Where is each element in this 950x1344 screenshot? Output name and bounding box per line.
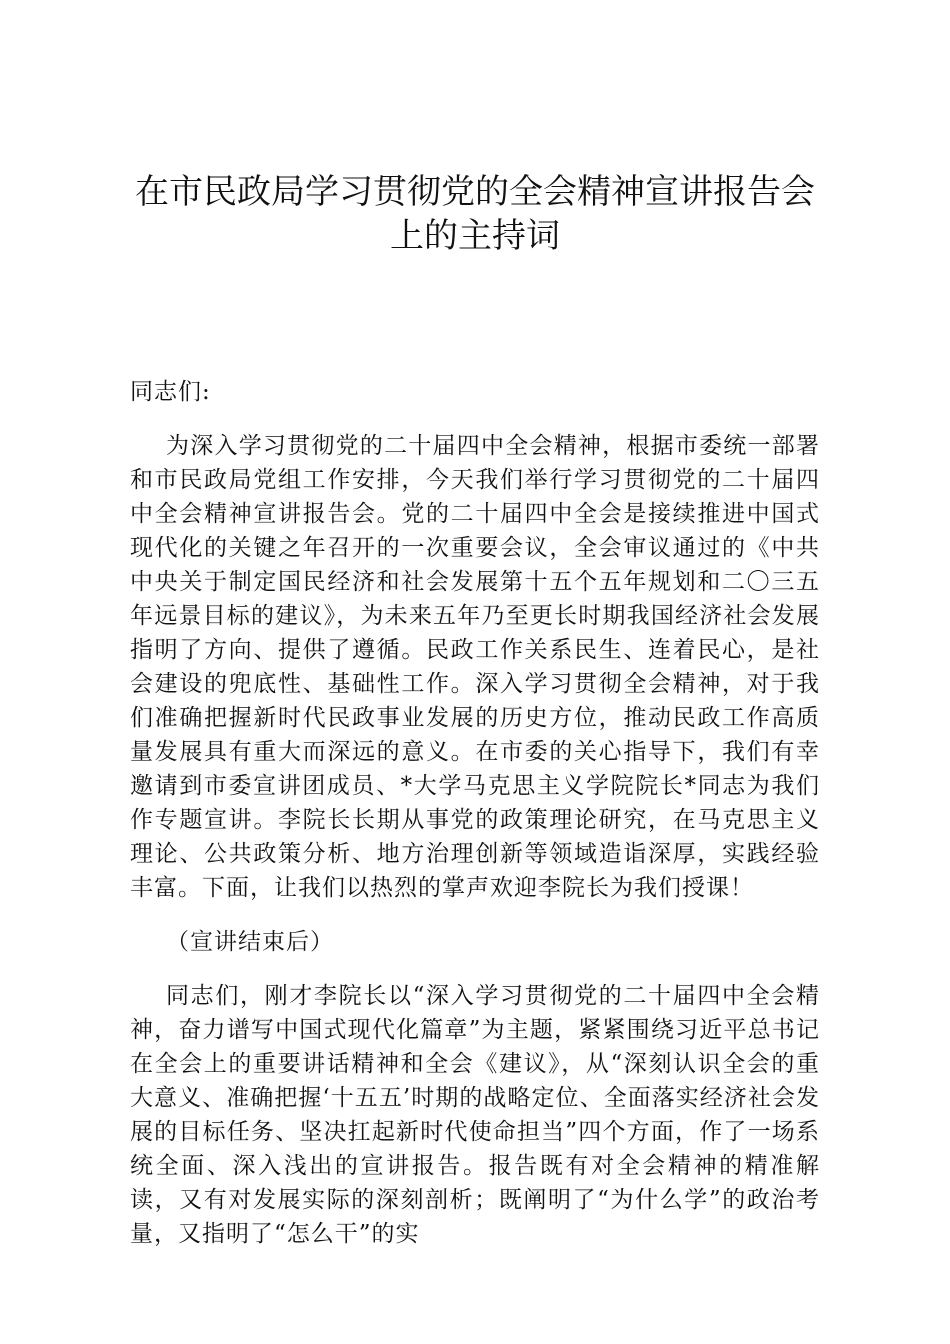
document-body — [130, 375, 820, 1271]
title-line-2: 上的主持词 — [390, 216, 560, 256]
stage-note: （宣讲结束后） — [166, 929, 334, 955]
salutation: 同志们: — [130, 379, 211, 405]
title-line-1: 在市民政局学习贯彻党的全会精神宣讲报告会 — [135, 172, 815, 212]
opening-paragraph: 为深入学习贯彻党的二十届四中全会精神，根据市委统一部署和市民政局党组工作安排，今天我们举行学习贯彻党的二十届四中全会精神宣讲报告会。党的二十届四中全会是接续推进中国式现代化的关键之年召开的一次重要会议，全会审议通过的《中共中央关于制定国民经济和社会发展第十五个五年规划和二〇三五年远景目标的建议》，为未来五年乃至更长时期我国经济社会发展指明了方向、提供了遵循。民政工作关系民生、连着民心，是社会建设的兜底性、基础性工作。深入学习贯彻全会精神，对于我们准确把握新时代民政事业发展的历史方位，推动民政工作高质量发展具有重大而深远的意义。在市委的关心指导下，我们有幸邀请到市委宣讲团成员、*大学马克思主义学院院长*同志为我们作专题宣讲。李院长长期从事党的政策理论研究，在马克思主义理论、公共政策分析、地方治理创新等领域造诣深厚，实践经验丰富。下面，让我们以热烈的掌声欢迎李院长为我们授课！ — [130, 433, 820, 901]
document-title — [100, 170, 850, 258]
closing-paragraph: 同志们，刚才李院长以“深入学习贯彻党的二十届四中全会精神，奋力谱写中国式现代化篇章”为主题，紧紧围绕习近平总书记在全会上的重要讲话精神和全会《建议》，从“深刻认识全会的重大意义、准确把握‘十五五’时期的战略定位、全面落实经济社会发展的目标任务、坚决扛起新时代使命担当”四个方面，作了一场系统全面、深入浅出的宣讲报告。报告既有对全会精神的精准解读，又有对发展实际的深刻剖析；既阐明了“为什么学”的政治考量，又指明了“怎么干”的实 — [130, 983, 820, 1247]
